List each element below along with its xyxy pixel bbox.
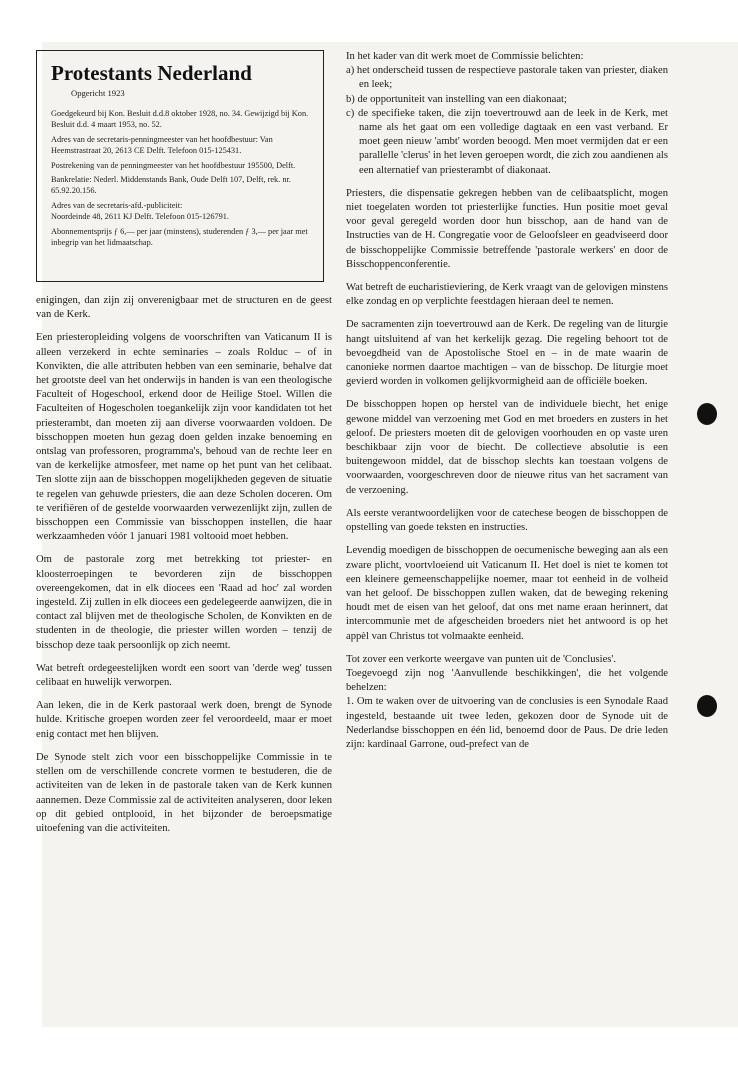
publicity-address: Noordeinde 48, 2611 KJ Delft. Telefoon 015-126791.	[51, 212, 230, 222]
subscription-info: Abonnementsprijs ƒ 6,— per jaar (minstens), studerenden ƒ 3,— per jaar met inbegrip van het lidmaatschap.	[51, 226, 308, 248]
publicity-label: Adres van de secretaris-afd.-publiciteit:	[51, 200, 183, 210]
paragraph: De bisschoppen hopen op herstel van de individuele biecht, het enige gewone middel van verzoening met God en met broeders en zusters in het geloof. De priesters moeten dit de gelovigen voorhouden en op vaste uren beschikbaar zijn voor de biecht. De collectieve absolutie is een buitengewoon middel, dat de bisschop slechts kan toestaan volgens de voorwaarden, voorgeschreven door de nieuwe ritus van het sacrament van de verzoening.	[346, 399, 668, 496]
secretary-address: Adres van de secretaris-penningmeester van het hoofdbestuur: Van Heemstrastraat 20, 2613 CE Delft. Telefoon 015-125431.	[51, 134, 273, 156]
paragraph: Om de pastorale zorg met betrekking tot priester- en kloosterroepingen te bevorderen zijn de bisschoppen overeengekomen, dat in elk diocees een 'Raad ad hoc' zal worden ingesteld. Zij zullen in elk diocees een gedelegeerde aanwijzen, die in contact zal blijven met de theologische Scholen, de Konvikten en de studenten in de theologie, die priester willen worden – tenzij de bisschop deze taak persoonlijk op zich neemt.	[36, 554, 332, 651]
right-column	[346, 50, 668, 752]
left-column	[36, 294, 332, 836]
paragraph: Priesters, die dispensatie gekregen hebben van de celibaatsplicht, mogen niet toegelaten worden tot priesterlijke functies. Hun positie moet geval voor geval geregeld worden door hun bisschop, aan de hand van de Instructies van de H. Congregatie voor de Geloofsleer en geadviseerd door de bisschoppelijke Commissie betreffende 'pastorale werkers' en door de Bisschoppenconferentie.	[346, 187, 668, 270]
list-item: c) de specifieke taken, die zijn toevertrouwd aan de leek in de Kerk, met name als het gaat om een volledige dagtaak en een vast verband. Er moet geen nieuw 'ambt' worden beoogd. Men moet vermijden dat er een parallelle 'clerus' in het leven geroepen wordt, die zich zou aandienen als een alternatief van priesterambt of diakonaat.	[346, 107, 668, 176]
paragraph: Levendig moedigen de bisschoppen de oecumenische beweging aan als een zware plicht, voortvloeiend uit Vaticanum II. Het doel is niet te komen tot een kleinere gemeenschappelijke noemer, maar tot eenheid in de volheid van het geloof. De bisschoppen zullen waken, dat de beweging rekening houdt met de eisen van het geloof, dat ons met name eraan herinnert, dat intercommunie met de afgescheiden broeders niet het antwoord is op het appèl van Christus tot volmaakte eenheid.	[346, 545, 668, 642]
founded-line: Opgericht 1923	[71, 88, 125, 98]
punch-hole	[697, 403, 717, 425]
paragraph: De Synode stelt zich voor een bisschoppelijke Commissie in te stellen om de verschillende concrete vormen te bestuderen, die de activiteiten van de leken in de pastorale taken van de Kerk kunnen aannemen. Deze Commissie zal de activiteiten analyseren, door leken op dit gebied ontplooid, in het bijzonder de beroepsmatige uitoefening van die activiteiten.	[36, 751, 332, 834]
approval-text: Goedgekeurd bij Kon. Besluit d.d.8 oktober 1928, no. 34. Gewijzigd bij Kon. Besluit d.d. 4 maart 1953, no. 52.	[51, 109, 309, 130]
paragraph: Wat betreft ordegeestelijken wordt een soort van 'derde weg' tussen celibaat en huwelijk verworpen.	[36, 662, 332, 689]
masthead-title: Protestants Nederland	[51, 61, 252, 85]
postal-account: Postrekening van de penningmeester van het hoofdbestuur 195500, Delft.	[51, 160, 296, 170]
closing-summary: Tot zover een verkorte weergave van punten uit de 'Conclusies'.	[346, 653, 616, 665]
paragraph: Een priesteropleiding volgens de voorschriften van Vaticanum II is alleen verzekerd in echte seminaries – zoals Rolduc – of in Konvikten, die alle attributen hebben van een seminarie, behalve dat het grootste deel van het onderwijs in handen is van een theologische Faculteit of Hogeschool, erkend door de Heilige Stoel. Willen die Faculteiten of Hogescholen toegankelijk zijn voor kandidaten tot het priesterambt, dan moeten zij aan diverse voorwaarden voldoen. De bisschoppen moeten hun gezag doen gelden inzake benoeming en ontslag van professoren, programma's, behoud van de rechte leer en van de kerkelijke atmosfeer, met name op het punt van het celibaat. Ten slotte zijn aan de bisschoppen mogelijkheden gegeven de situatie te regelen van gehuwde priesters, die aan deze Scholen doceren. Om te verifiëren of de gestelde voorwaarden verwezenlijkt zijn, zullen de bisschoppen een Commissie van bisschoppen instellen, die haar werkzaamheden vóór 1 januari 1981 voltooid moet hebben.	[36, 332, 332, 543]
list-item: b) de opportuniteit van instelling van een diakonaat;	[346, 93, 567, 105]
bank-info: Bankrelatie: Nederl. Middenstands Bank, Oude Delft 107, Delft, rek. nr. 65.92.20.156.	[51, 175, 291, 196]
intro-text: In het kader van dit werk moet de Commissie belichten:	[346, 51, 584, 62]
paragraph: enigingen, dan zijn zij onverenigbaar met de structuren en de geest van de Kerk.	[36, 295, 332, 321]
list-item: a) het onderscheid tussen de respectieve pastorale taken van priester, diaken en leek;	[346, 65, 668, 91]
closing-point-1: 1. Om te waken over de uitvoering van de conclusies is een Synodale Raad ingesteld, bestaande uit twee leden, gekozen door de Synode uit de Nederlandse bisschoppen en één lid, benoemd door de Paus. De drie leden zijn: kardinaal Garrone, oud-prefect van de	[346, 696, 668, 750]
paragraph: Als eerste verantwoordelijken voor de catechese beogen de bisschoppen de opstelling van goede teksten en instructies.	[346, 507, 668, 534]
task-list	[346, 64, 668, 178]
paragraph: Aan leken, die in de Kerk pastoraal werk doen, brengt de Synode hulde. Kritische groepen worden zeer fel veroordeeld, maar er moet enig contact met hen blijven.	[36, 700, 332, 740]
paragraph: Wat betreft de eucharistieviering, de Kerk vraagt van de gelovigen minstens elke zondag en op verplichte feestdagen hieraan deel te nemen.	[346, 282, 668, 308]
masthead-box	[36, 50, 324, 282]
paragraph: De sacramenten zijn toevertrouwd aan de Kerk. De regeling van de liturgie hangt uitsluitend af van het kerkelijk gezag. Die regeling behoort tot de bevoegdheid van de Apostolische Stoel en – in de mate waarin de canonieke normen daartoe machtigen – van de bisschop. De liturgie moet gevierd worden in volkomen gelijkvormigheid aan de officiële boeken.	[346, 319, 668, 388]
punch-hole	[697, 695, 717, 717]
closing-additions: Toegevoegd zijn nog 'Aanvullende beschikkingen', die het volgende behelzen:	[346, 667, 668, 694]
